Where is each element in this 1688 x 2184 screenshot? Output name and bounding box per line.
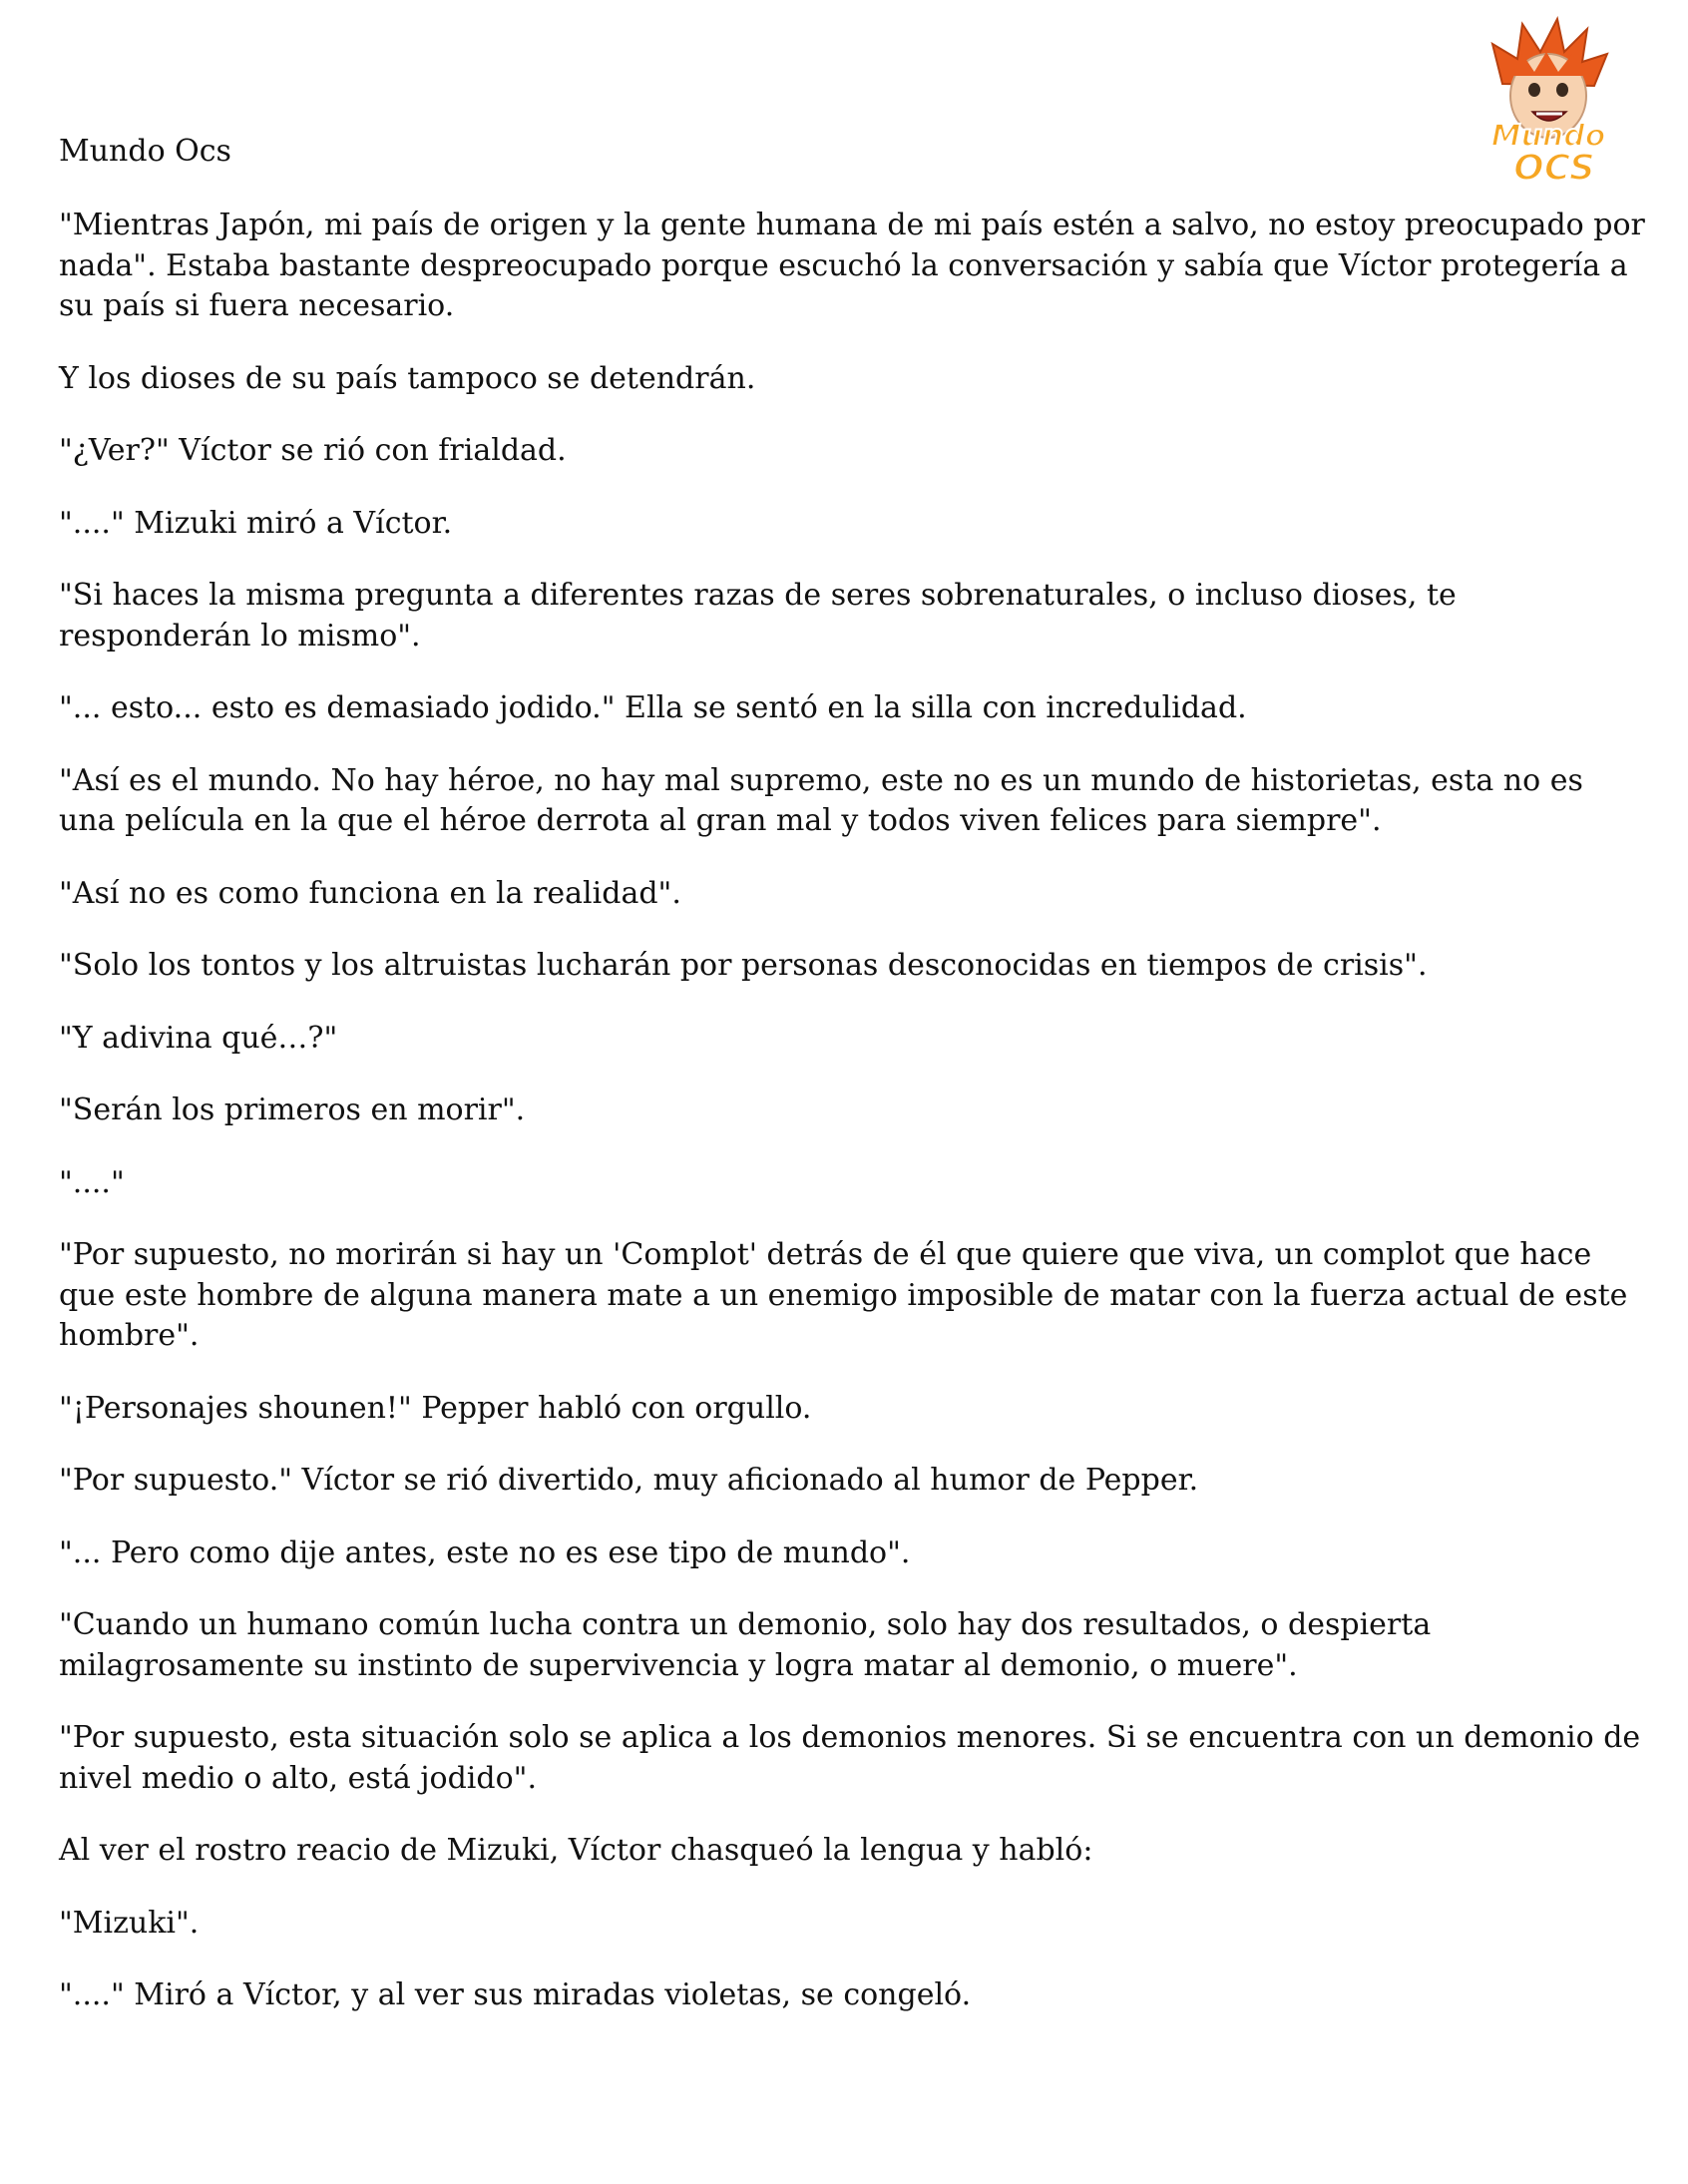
paragraph: "Solo los tontos y los altruistas lucharán por personas desconocidas en tiempos de crisis". [59,948,1428,983]
paragraph: "Mizuki". [59,1905,200,1941]
paragraph: "Por supuesto." Víctor se rió divertido, muy aficionado al humor de Pepper. [59,1463,1199,1498]
paragraph: "¿Ver?" Víctor se rió con frialdad. [59,433,567,468]
logo-text-line2: OCS [1513,148,1595,186]
paragraph: "...." Miró a Víctor, y al ver sus miradas violetas, se congeló. [59,1977,972,2012]
paragraph: "...." Mizuki miró a Víctor. [59,505,453,541]
paragraph: "...." [59,1164,125,1200]
paragraph: "Por supuesto, no morirán si hay un 'Complot' detrás de él que quiere que viva, un complot que hace que este hombre de alguna manera mate a un enemigo imposible de matar con la fuerza actual de este hombre". [59,1237,1628,1353]
paragraph: Y los dioses de su país tampoco se detendrán. [59,360,756,396]
paragraph: "Mientras Japón, mi país de origen y la gente humana de mi país estén a salvo, no estoy preocupado por nada". Estaba bastante despreocupado porque escuchó la conversación y sabía que Víctor protegería a su país si fuera necesario. [59,208,1645,323]
paragraph: Al ver el rostro reacio de Mizuki, Víctor chasqueó la lengua y habló: [59,1833,1093,1868]
paragraph: "Por supuesto, esta situación solo se aplica a los demonios menores. Si se encuentra con un demonio de nivel medio o alto, está jodido". [59,1720,1641,1796]
paragraph: "Así no es como funciona en la realidad". [59,875,681,911]
paragraph: "... esto... esto es demasiado jodido." Ella se sentó en la silla con incredulidad. [59,690,1247,725]
logo-text [1491,119,1606,186]
paragraph: "Cuando un humano común lucha contra un demonio, solo hay dos resultados, o despierta milagrosamente su instinto de supervivencia y logra matar al demonio, o muere". [59,1607,1432,1683]
paragraph: "¡Personajes shounen!" Pepper habló con orgullo. [59,1390,812,1426]
paragraph: "Si haces la misma pregunta a diferentes razas de seres sobrenaturales, o incluso dioses, te responderán lo mismo". [59,578,1457,654]
document-body [59,206,1645,2048]
mundo-ocs-logo [1463,14,1634,186]
page-header-title: Mundo Ocs [59,134,231,169]
paragraph: "... Pero como dije antes, este no es ese tipo de mundo". [59,1534,911,1570]
logo-text-line1: Mundo [1490,119,1606,154]
paragraph: "Y adivina qué…?" [59,1020,338,1056]
paragraph: "Serán los primeros en morir". [59,1092,526,1127]
paragraph: "Así es el mundo. No hay héroe, no hay mal supremo, este no es un mundo de historietas, esta no es una película en la que el héroe derrota al gran mal y todos viven felices para siempre". [59,762,1583,838]
